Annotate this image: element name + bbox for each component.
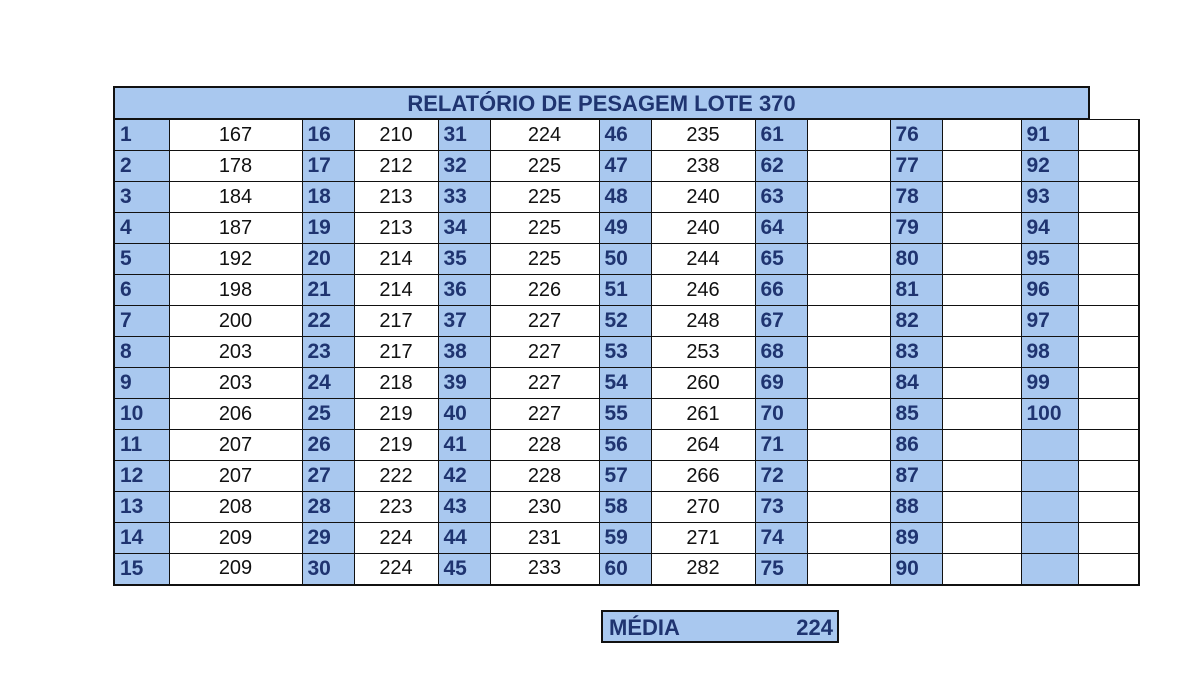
animal-number-cell: 21 (302, 275, 354, 306)
animal-number-cell: 59 (599, 523, 651, 554)
animal-number-cell (1021, 523, 1078, 554)
table-row (114, 368, 1139, 399)
weight-value-cell: 228 (490, 430, 599, 461)
weight-value-cell: 244 (651, 244, 755, 275)
animal-number-cell: 99 (1021, 368, 1078, 399)
animal-number-cell: 79 (890, 213, 942, 244)
animal-number-cell: 95 (1021, 244, 1078, 275)
animal-number-cell: 91 (1021, 120, 1078, 151)
weight-value-cell (1078, 492, 1139, 523)
animal-number-cell (1021, 461, 1078, 492)
animal-number-cell: 94 (1021, 213, 1078, 244)
animal-number-cell: 60 (599, 554, 651, 585)
weight-value-cell (1078, 151, 1139, 182)
weight-value-cell (807, 399, 890, 430)
weight-value-cell: 231 (490, 523, 599, 554)
weight-value-cell: 206 (169, 399, 302, 430)
animal-number-cell: 22 (302, 306, 354, 337)
weight-value-cell: 200 (169, 306, 302, 337)
weight-value-cell: 207 (169, 430, 302, 461)
animal-number-cell: 41 (438, 430, 490, 461)
animal-number-cell: 30 (302, 554, 354, 585)
table-row (114, 182, 1139, 213)
weight-value-cell (807, 244, 890, 275)
animal-number-cell: 89 (890, 523, 942, 554)
animal-number-cell: 45 (438, 554, 490, 585)
weight-value-cell (1078, 368, 1139, 399)
animal-number-cell: 34 (438, 213, 490, 244)
weight-value-cell (1078, 554, 1139, 585)
animal-number-cell: 42 (438, 461, 490, 492)
animal-number-cell: 13 (114, 492, 169, 523)
weight-value-cell: 224 (354, 523, 438, 554)
weight-value-cell: 224 (354, 554, 438, 585)
weight-value-cell: 207 (169, 461, 302, 492)
weight-value-cell: 240 (651, 182, 755, 213)
weight-value-cell (942, 554, 1021, 585)
weight-value-cell: 225 (490, 151, 599, 182)
weight-value-cell (1078, 523, 1139, 554)
table-row (114, 244, 1139, 275)
table-row (114, 306, 1139, 337)
animal-number-cell: 82 (890, 306, 942, 337)
animal-number-cell: 75 (755, 554, 807, 585)
weight-value-cell: 178 (169, 151, 302, 182)
animal-number-cell: 37 (438, 306, 490, 337)
average-value: 224 (796, 615, 833, 640)
animal-number-cell: 98 (1021, 337, 1078, 368)
weight-value-cell: 253 (651, 337, 755, 368)
animal-number-cell (1021, 430, 1078, 461)
animal-number-cell: 29 (302, 523, 354, 554)
weight-value-cell: 225 (490, 182, 599, 213)
weight-value-cell: 217 (354, 306, 438, 337)
animal-number-cell: 93 (1021, 182, 1078, 213)
animal-number-cell: 66 (755, 275, 807, 306)
average-label: MÉDIA (609, 615, 680, 640)
weight-value-cell: 219 (354, 399, 438, 430)
animal-number-cell: 4 (114, 213, 169, 244)
weight-value-cell: 209 (169, 554, 302, 585)
weight-value-cell: 212 (354, 151, 438, 182)
animal-number-cell: 53 (599, 337, 651, 368)
animal-number-cell: 72 (755, 461, 807, 492)
weight-value-cell: 240 (651, 213, 755, 244)
weight-value-cell: 226 (490, 275, 599, 306)
weight-value-cell: 270 (651, 492, 755, 523)
weight-value-cell (942, 213, 1021, 244)
animal-number-cell: 16 (302, 120, 354, 151)
weight-value-cell (807, 275, 890, 306)
weight-value-cell: 224 (490, 120, 599, 151)
animal-number-cell: 85 (890, 399, 942, 430)
weight-value-cell: 223 (354, 492, 438, 523)
weight-value-cell (942, 523, 1021, 554)
weight-value-cell (942, 368, 1021, 399)
weight-value-cell: 235 (651, 120, 755, 151)
animal-number-cell: 33 (438, 182, 490, 213)
animal-number-cell: 49 (599, 213, 651, 244)
weight-value-cell (807, 213, 890, 244)
animal-number-cell: 9 (114, 368, 169, 399)
weight-value-cell (1078, 182, 1139, 213)
weight-value-cell: 264 (651, 430, 755, 461)
weight-value-cell (807, 306, 890, 337)
animal-number-cell: 100 (1021, 399, 1078, 430)
weight-value-cell (942, 492, 1021, 523)
weight-value-cell (1078, 275, 1139, 306)
animal-number-cell: 67 (755, 306, 807, 337)
weight-value-cell: 266 (651, 461, 755, 492)
animal-number-cell: 32 (438, 151, 490, 182)
weight-value-cell (1078, 306, 1139, 337)
table-row (114, 461, 1139, 492)
animal-number-cell: 11 (114, 430, 169, 461)
animal-number-cell: 10 (114, 399, 169, 430)
weight-value-cell: 282 (651, 554, 755, 585)
animal-number-cell: 92 (1021, 151, 1078, 182)
average-box (601, 610, 839, 643)
weight-value-cell (807, 461, 890, 492)
weight-value-cell: 218 (354, 368, 438, 399)
animal-number-cell: 88 (890, 492, 942, 523)
weight-value-cell (942, 182, 1021, 213)
animal-number-cell: 26 (302, 430, 354, 461)
animal-number-cell: 39 (438, 368, 490, 399)
animal-number-cell: 73 (755, 492, 807, 523)
weight-value-cell: 230 (490, 492, 599, 523)
weight-value-cell (942, 430, 1021, 461)
animal-number-cell: 70 (755, 399, 807, 430)
animal-number-cell: 38 (438, 337, 490, 368)
animal-number-cell: 40 (438, 399, 490, 430)
weight-value-cell (1078, 399, 1139, 430)
weight-value-cell: 227 (490, 306, 599, 337)
weight-value-cell (807, 151, 890, 182)
animal-number-cell: 64 (755, 213, 807, 244)
table-row (114, 554, 1139, 585)
animal-number-cell: 46 (599, 120, 651, 151)
animal-number-cell: 55 (599, 399, 651, 430)
table-row (114, 399, 1139, 430)
table-row (114, 430, 1139, 461)
animal-number-cell: 27 (302, 461, 354, 492)
animal-number-cell: 31 (438, 120, 490, 151)
weight-value-cell (942, 120, 1021, 151)
weight-value-cell: 222 (354, 461, 438, 492)
weight-value-cell: 209 (169, 523, 302, 554)
animal-number-cell: 8 (114, 337, 169, 368)
animal-number-cell: 5 (114, 244, 169, 275)
weight-value-cell: 225 (490, 244, 599, 275)
animal-number-cell (1021, 492, 1078, 523)
animal-number-cell: 1 (114, 120, 169, 151)
table-row (114, 275, 1139, 306)
animal-number-cell: 14 (114, 523, 169, 554)
weight-value-cell: 213 (354, 213, 438, 244)
animal-number-cell: 51 (599, 275, 651, 306)
weight-value-cell: 271 (651, 523, 755, 554)
animal-number-cell: 23 (302, 337, 354, 368)
animal-number-cell: 57 (599, 461, 651, 492)
animal-number-cell: 71 (755, 430, 807, 461)
animal-number-cell: 77 (890, 151, 942, 182)
weight-value-cell (807, 523, 890, 554)
animal-number-cell: 2 (114, 151, 169, 182)
weight-value-cell (807, 182, 890, 213)
weight-value-cell: 217 (354, 337, 438, 368)
animal-number-cell: 61 (755, 120, 807, 151)
animal-number-cell: 74 (755, 523, 807, 554)
animal-number-cell: 81 (890, 275, 942, 306)
weight-value-cell (807, 120, 890, 151)
weight-value-cell (807, 368, 890, 399)
animal-number-cell: 35 (438, 244, 490, 275)
weight-value-cell: 219 (354, 430, 438, 461)
animal-number-cell: 76 (890, 120, 942, 151)
weight-value-cell (942, 275, 1021, 306)
weight-value-cell: 208 (169, 492, 302, 523)
animal-number-cell: 97 (1021, 306, 1078, 337)
animal-number-cell: 50 (599, 244, 651, 275)
weight-value-cell (1078, 337, 1139, 368)
weights-table (113, 119, 1140, 586)
weight-value-cell: 184 (169, 182, 302, 213)
weight-value-cell (1078, 120, 1139, 151)
animal-number-cell: 80 (890, 244, 942, 275)
animal-number-cell: 90 (890, 554, 942, 585)
weight-value-cell: 203 (169, 337, 302, 368)
animal-number-cell: 52 (599, 306, 651, 337)
animal-number-cell: 87 (890, 461, 942, 492)
weight-value-cell: 246 (651, 275, 755, 306)
animal-number-cell: 36 (438, 275, 490, 306)
animal-number-cell: 69 (755, 368, 807, 399)
weight-value-cell: 167 (169, 120, 302, 151)
animal-number-cell: 47 (599, 151, 651, 182)
animal-number-cell: 19 (302, 213, 354, 244)
animal-number-cell: 12 (114, 461, 169, 492)
weight-value-cell (942, 244, 1021, 275)
weight-value-cell (807, 492, 890, 523)
weight-value-cell: 225 (490, 213, 599, 244)
animal-number-cell: 15 (114, 554, 169, 585)
weight-value-cell: 261 (651, 399, 755, 430)
weight-value-cell: 192 (169, 244, 302, 275)
animal-number-cell: 68 (755, 337, 807, 368)
animal-number-cell: 43 (438, 492, 490, 523)
weight-value-cell: 198 (169, 275, 302, 306)
animal-number-cell: 86 (890, 430, 942, 461)
weight-value-cell (1078, 244, 1139, 275)
animal-number-cell (1021, 554, 1078, 585)
weight-value-cell: 227 (490, 368, 599, 399)
animal-number-cell: 84 (890, 368, 942, 399)
animal-number-cell: 56 (599, 430, 651, 461)
animal-number-cell: 7 (114, 306, 169, 337)
weight-value-cell (942, 461, 1021, 492)
animal-number-cell: 62 (755, 151, 807, 182)
animal-number-cell: 58 (599, 492, 651, 523)
weight-value-cell (942, 306, 1021, 337)
weight-value-cell (1078, 213, 1139, 244)
animal-number-cell: 25 (302, 399, 354, 430)
weight-value-cell: 187 (169, 213, 302, 244)
animal-number-cell: 78 (890, 182, 942, 213)
animal-number-cell: 48 (599, 182, 651, 213)
weight-value-cell: 227 (490, 399, 599, 430)
weight-value-cell: 214 (354, 244, 438, 275)
table-row (114, 151, 1139, 182)
table-row (114, 213, 1139, 244)
weight-value-cell: 203 (169, 368, 302, 399)
weight-value-cell (807, 554, 890, 585)
weight-value-cell (942, 337, 1021, 368)
weight-value-cell: 210 (354, 120, 438, 151)
animal-number-cell: 54 (599, 368, 651, 399)
report-title: RELATÓRIO DE PESAGEM LOTE 370 (113, 86, 1090, 119)
weight-value-cell (1078, 430, 1139, 461)
weight-value-cell: 227 (490, 337, 599, 368)
weighing-report-sheet (113, 86, 1090, 586)
table-row (114, 523, 1139, 554)
weight-value-cell: 228 (490, 461, 599, 492)
animal-number-cell: 3 (114, 182, 169, 213)
weight-value-cell (807, 337, 890, 368)
weight-value-cell: 233 (490, 554, 599, 585)
animal-number-cell: 28 (302, 492, 354, 523)
table-row (114, 337, 1139, 368)
weight-value-cell: 238 (651, 151, 755, 182)
table-row (114, 120, 1139, 151)
animal-number-cell: 18 (302, 182, 354, 213)
animal-number-cell: 65 (755, 244, 807, 275)
weight-value-cell (1078, 461, 1139, 492)
weight-value-cell: 214 (354, 275, 438, 306)
weight-value-cell: 260 (651, 368, 755, 399)
animal-number-cell: 96 (1021, 275, 1078, 306)
table-row (114, 492, 1139, 523)
weight-value-cell (942, 151, 1021, 182)
animal-number-cell: 63 (755, 182, 807, 213)
animal-number-cell: 44 (438, 523, 490, 554)
animal-number-cell: 17 (302, 151, 354, 182)
animal-number-cell: 24 (302, 368, 354, 399)
animal-number-cell: 20 (302, 244, 354, 275)
weight-value-cell: 213 (354, 182, 438, 213)
animal-number-cell: 83 (890, 337, 942, 368)
weight-value-cell (942, 399, 1021, 430)
weight-value-cell (807, 430, 890, 461)
animal-number-cell: 6 (114, 275, 169, 306)
weight-value-cell: 248 (651, 306, 755, 337)
